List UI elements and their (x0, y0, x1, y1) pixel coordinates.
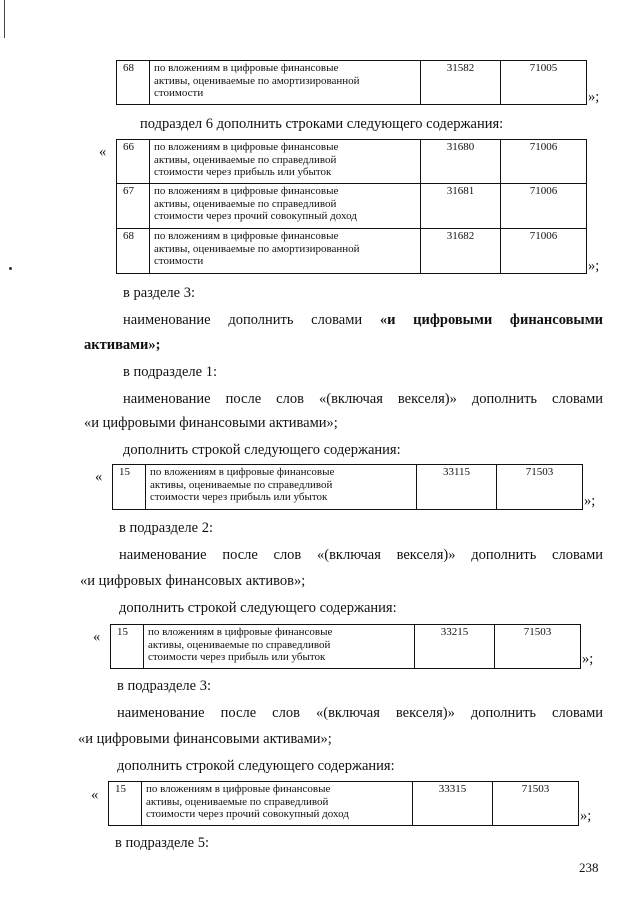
page-number: 238 (579, 860, 599, 875)
row-symbol: 71006 (501, 184, 587, 229)
paragraph: наименование после слов «(включая векселя)» дополнить словами (123, 391, 603, 407)
closing-quote: »; (580, 808, 592, 824)
row-symbol: 71503 (493, 782, 579, 826)
paragraph: «и цифровых финансовых активов»; (80, 573, 306, 589)
table-3 (112, 464, 583, 510)
scan-margin-line (4, 0, 5, 38)
table-row (109, 782, 579, 826)
paragraph: в подразделе 5: (115, 835, 209, 851)
paragraph: наименование дополнить словами «и цифровыми финансовыми (123, 312, 603, 328)
closing-quote: »; (588, 258, 600, 274)
paragraph: «и цифровыми финансовыми активами»; (84, 415, 338, 431)
scan-speck (9, 267, 12, 270)
table-5 (108, 781, 579, 826)
row-symbol: 71503 (497, 465, 583, 510)
table-row (113, 465, 583, 510)
row-account: 31682 (421, 229, 501, 274)
paragraph: активами»; (84, 337, 161, 353)
paragraph: в подразделе 2: (119, 520, 213, 536)
opening-quote: « (99, 144, 107, 160)
table-1 (116, 60, 587, 105)
row-code: 68 (117, 229, 150, 274)
row-description: по вложениям в цифровые финансовые активы, оцениваемые по справедливой стоимости через прочий совокупный доход (150, 184, 421, 229)
row-description: по вложениям в цифровые финансовые активы, оцениваемые по справедливой стоимости через прибыль или убыток (150, 140, 421, 184)
paragraph: наименование после слов «(включая векселя)» дополнить словами (119, 547, 603, 563)
paragraph: «и цифровыми финансовыми активами»; (78, 731, 332, 747)
row-code: 66 (117, 140, 150, 184)
row-description: по вложениям в цифровые финансовые активы, оцениваемые по амортизированной стоимости (150, 229, 421, 274)
paragraph: подраздел 6 дополнить строками следующего содержания: (140, 116, 504, 132)
opening-quote: « (91, 787, 99, 803)
row-description: по вложениям в цифровые финансовые активы, оцениваемые по справедливой стоимости через прибыль или убыток (144, 625, 415, 669)
row-account: 31582 (421, 61, 501, 105)
row-code: 15 (111, 625, 144, 669)
row-account: 33315 (413, 782, 493, 826)
closing-quote: »; (588, 89, 600, 105)
opening-quote: « (93, 629, 101, 645)
row-code: 67 (117, 184, 150, 229)
paragraph: в подразделе 3: (117, 678, 211, 694)
row-symbol: 71005 (501, 61, 587, 105)
table-row (117, 184, 587, 229)
closing-quote: »; (582, 651, 594, 667)
row-description: по вложениям в цифровые финансовые активы, оцениваемые по амортизированной стоимости (150, 61, 421, 105)
row-symbol: 71006 (501, 140, 587, 184)
row-symbol: 71006 (501, 229, 587, 274)
paragraph: в разделе 3: (123, 285, 196, 301)
row-description: по вложениям в цифровые финансовые активы, оцениваемые по справедливой стоимости через прочий совокупный доход (142, 782, 413, 826)
row-code: 68 (117, 61, 150, 105)
row-account: 33215 (415, 625, 495, 669)
row-code: 15 (113, 465, 146, 510)
row-code: 15 (109, 782, 142, 826)
row-account: 33115 (417, 465, 497, 510)
paragraph: дополнить строкой следующего содержания: (119, 600, 397, 616)
row-description: по вложениям в цифровые финансовые активы, оцениваемые по справедливой стоимости через прибыль или убыток (146, 465, 417, 510)
table-row (111, 625, 581, 669)
row-symbol: 71503 (495, 625, 581, 669)
table-row (117, 229, 587, 274)
closing-quote: »; (584, 493, 596, 509)
table-row (117, 61, 587, 105)
row-account: 31681 (421, 184, 501, 229)
paragraph: дополнить строкой следующего содержания: (117, 758, 395, 774)
paragraph: наименование после слов «(включая векселя)» дополнить словами (117, 705, 603, 721)
paragraph: в подразделе 1: (123, 364, 217, 380)
table-2 (116, 139, 587, 274)
paragraph: дополнить строкой следующего содержания: (123, 442, 401, 458)
opening-quote: « (95, 469, 103, 485)
table-4 (110, 624, 581, 669)
table-row (117, 140, 587, 184)
row-account: 31680 (421, 140, 501, 184)
